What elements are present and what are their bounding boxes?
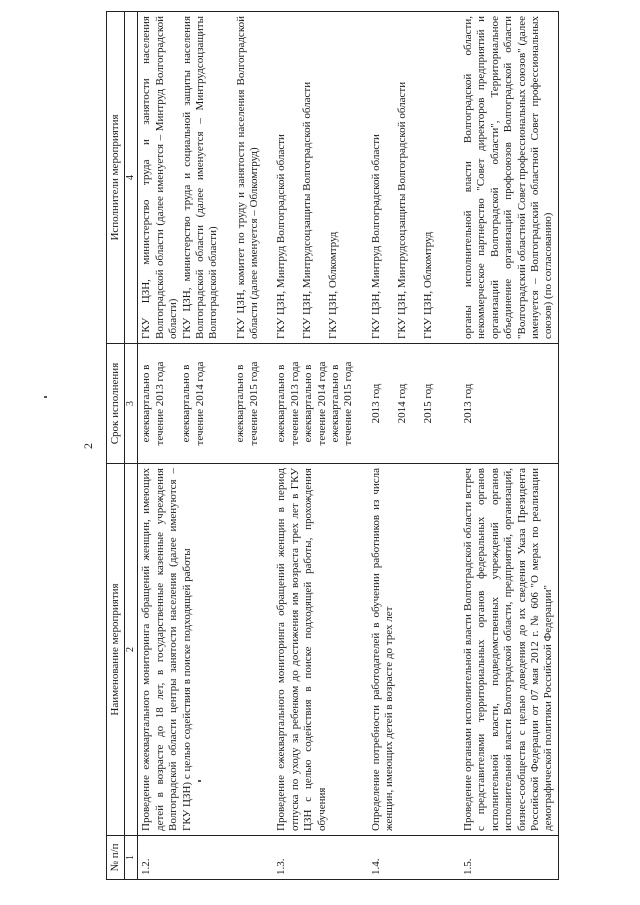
measures-table xyxy=(106,11,559,880)
table-row xyxy=(138,12,264,880)
row-number: 1.5. xyxy=(460,836,558,880)
table-row xyxy=(460,12,558,880)
term-entry: ежеквартально в течение 2014 года xyxy=(302,361,328,446)
rotated-landscape-content xyxy=(78,12,633,880)
term-cell xyxy=(460,344,558,464)
measure-name: Проведение ежеквартального мониторинга обращений женщин в период отпуска по уходу за ребенком до достижения им возраста трех лет в ГКУ ЦЗН с целью содействия в поиске подходящей работы, прохождения обучения xyxy=(273,464,357,836)
executor-entry: ГКУ ЦЗН, Облкомтруд xyxy=(421,231,434,339)
scan-speck xyxy=(198,780,201,782)
term-entry: ежеквартально в течение 2015 года xyxy=(329,361,355,446)
term-entry: ежеквартально в течение 2014 года xyxy=(180,361,206,446)
measure-name: Проведение органами исполнительной власти Волгоградской области встреч с представителями территориальных органов федеральных органов исполнительной власти, подведомственных учреждений органов исполнительной власти Волгоградской области, предприятий, организаций, бизнес-сообщества с целью доведения до их сведения Указа Президента Российской Федерации от 07 мая 2012 г. № 606 "О мерах по реализации демографической политики Российской Федерации" xyxy=(460,464,558,836)
header-name: Наименование мероприятия xyxy=(107,464,125,836)
table-header-row xyxy=(107,12,125,880)
executor-entry: ГКУ ЦЗН, Минтрудсоцзащиты Волгоградской области xyxy=(301,81,314,339)
column-number: 3 xyxy=(125,344,138,464)
header-executors: Исполнители мероприятия xyxy=(107,12,125,344)
term-entry: ежеквартально в течение 2015 года xyxy=(234,361,260,446)
term-entry: 2015 год xyxy=(421,383,434,424)
term-entry: 2014 год xyxy=(395,383,408,424)
header-term: Срок исполнения xyxy=(107,344,125,464)
header-num: № п/п xyxy=(107,836,125,880)
term-cell xyxy=(368,344,450,464)
table-row xyxy=(273,12,357,880)
executors-cell xyxy=(138,12,264,344)
executors-cell xyxy=(368,12,450,344)
column-number: 1 xyxy=(125,836,138,880)
measure-name: Проведение ежеквартального мониторинга обращений женщин, имеющих детей в возрасте до 18 лет, в государственные казенные учреждения Волгоградской области центры занятости населения (далее именуются – ГКУ ЦЗН) с целью содействия в поиске подходящей работы xyxy=(138,464,264,836)
executor-entry: ГКУ ЦЗН, Минтрудсоцзащиты Волгоградской области xyxy=(395,81,408,339)
term-cell xyxy=(138,344,264,464)
row-number: 1.2. xyxy=(138,836,264,880)
row-number: 1.3. xyxy=(273,836,357,880)
executor-entry: ГКУ ЦЗН, Облкомтруд xyxy=(327,231,340,339)
term-entry: ежеквартально в течение 2013 года xyxy=(140,361,166,446)
term-entry: ежеквартально в течение 2013 года xyxy=(275,361,301,446)
executor-entry: органы исполнительной власти Волгоградской области, некоммерческое партнерство "Совет директоров предприятий и организаций Волгоградской области", Территориальное объединение организаций профсоюзов Волгоградской области "Волгоградский областной Совет профессиональных союзов" (далее именуется – Волгоградский областной Совет профессиональных союзов) (по согласованию) xyxy=(461,16,555,339)
row-number: 1.4. xyxy=(368,836,450,880)
term-entry: 2013 год xyxy=(461,383,474,424)
executor-entry: ГКУ ЦЗН, комитет по труду и занятости населения Волгоградской области (далее именуется – Облкомтруд) xyxy=(234,16,261,339)
column-number-row xyxy=(125,12,138,880)
table-row xyxy=(368,12,450,880)
executors-cell xyxy=(460,12,558,344)
column-number: 4 xyxy=(125,12,138,344)
column-number: 2 xyxy=(125,464,138,836)
term-entry: 2013 год xyxy=(369,383,382,424)
executor-entry: ГКУ ЦЗН, министерство труда и социальной защиты населения Волгоградской области (далее именуется – Минтрудсоцзащиты Волгоградской области) xyxy=(180,16,220,339)
measure-name: Определение потребности работодателей в обучении работников из числа женщин, имеющих детей в возрасте до трех лет xyxy=(368,464,450,836)
executor-entry: ГКУ ЦЗН, министерство труда и занятости населения Волгоградской области (далее именуется – Минтруд Волгоградской области) xyxy=(140,16,180,339)
scan-speck xyxy=(44,396,47,398)
executors-cell xyxy=(273,12,357,344)
term-cell xyxy=(273,344,357,464)
executor-entry: ГКУ ЦЗН, Минтруд Волгоградской области xyxy=(369,134,382,339)
executor-entry: ГКУ ЦЗН, Минтруд Волгоградской области xyxy=(275,134,288,339)
page-number: 2 xyxy=(81,443,95,449)
